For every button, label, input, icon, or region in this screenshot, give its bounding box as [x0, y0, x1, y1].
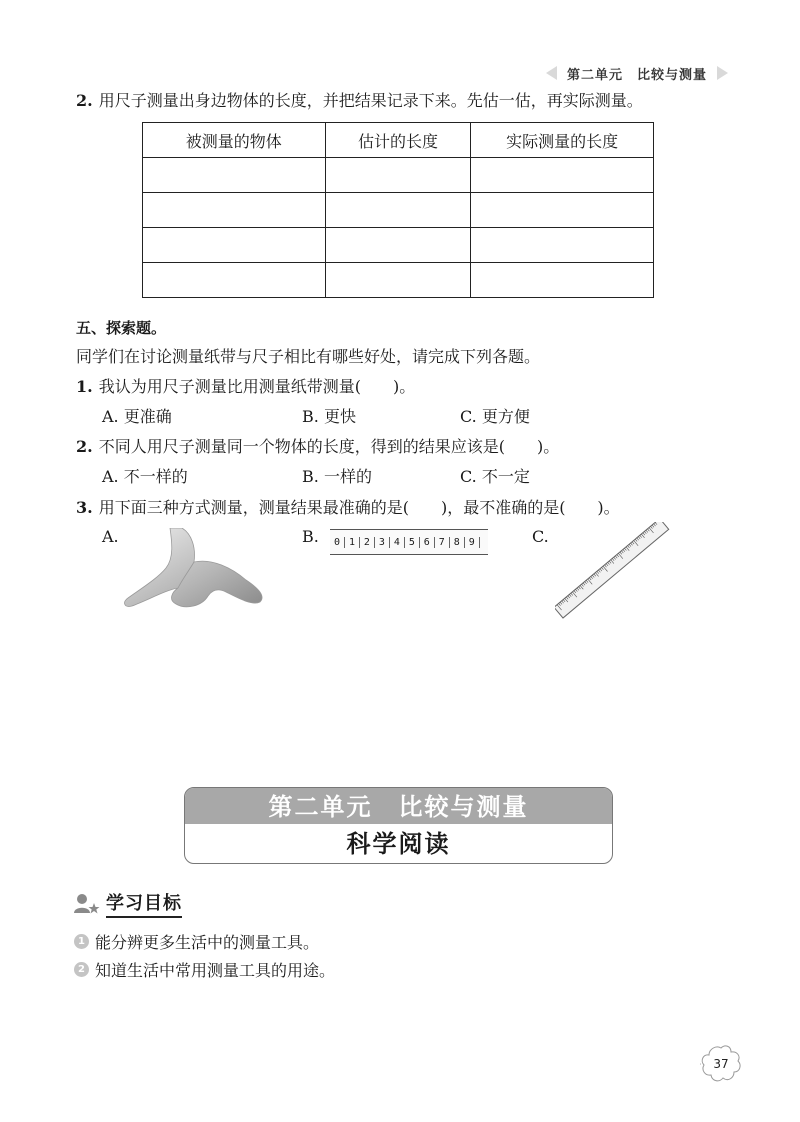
banner-unit-title: 第二单元 比较与测量 [185, 788, 612, 824]
table-cell[interactable] [325, 228, 471, 263]
header-unit: 第二单元 [566, 67, 623, 83]
tape-tick: 0 [330, 537, 345, 548]
goal-number-badge: 2 [74, 962, 89, 977]
table-cell[interactable] [143, 193, 326, 228]
table-cell[interactable] [325, 263, 471, 298]
tape-tick: 2 [360, 537, 375, 548]
unit-banner [184, 787, 613, 864]
question-1-text: 我认为用尺子测量比用测量纸带测量( )。 [98, 377, 416, 396]
table-row [143, 228, 654, 263]
section-5-intro: 同学们在讨论测量纸带与尺子相比有哪些好处，请完成下列各题。 [76, 347, 541, 366]
goal-item [74, 958, 335, 981]
table-header-actual: 实际测量的长度 [471, 123, 654, 158]
q1-option-c[interactable]: C. 更方便 [460, 407, 530, 426]
paper-tape-image [330, 529, 488, 555]
table-cell[interactable] [471, 263, 654, 298]
question-3: 3. 用下面三种方式测量，测量结果最准确的是( )，最不准确的是( )。 [76, 498, 620, 517]
table-header-row [143, 123, 654, 158]
table-header-estimate: 估计的长度 [325, 123, 471, 158]
q3-option-a[interactable]: A. [102, 527, 119, 546]
banner-subtitle: 科学阅读 [346, 830, 451, 858]
header-title: 比较与测量 [636, 67, 707, 83]
learning-goals-heading: 学习目标 [74, 889, 182, 918]
tape-tick: 3 [375, 537, 390, 548]
tape-tick: 8 [450, 537, 465, 548]
goal-text: 知道生活中常用测量工具的用途。 [95, 961, 336, 980]
q2-option-a[interactable]: A. 不一样的 [102, 467, 188, 486]
goal-text: 能分辨更多生活中的测量工具。 [95, 933, 320, 952]
right-triangle-icon [717, 66, 728, 80]
question-1: 1. 我认为用尺子测量比用测量纸带测量( )。 [76, 377, 416, 396]
question-2-measure: 2. 用尺子测量出身边物体的长度，并把结果记录下来。先估一估，再实际测量。 [76, 91, 643, 110]
q2-option-b[interactable]: B. 一样的 [302, 467, 372, 486]
q2-option-c[interactable]: C. 不一定 [460, 467, 530, 486]
tape-tick: 6 [420, 537, 435, 548]
page-number: 37 [713, 1057, 729, 1071]
running-header [546, 60, 728, 86]
q3-option-b[interactable]: B. [302, 527, 319, 546]
goal-number-badge: 1 [74, 934, 89, 949]
q3-option-c[interactable]: C. [532, 527, 549, 546]
student-star-icon [74, 893, 100, 915]
tape-tick: 4 [390, 537, 405, 548]
table-cell[interactable] [325, 158, 471, 193]
question-3-text: 用下面三种方式测量，测量结果最准确的是( )，最不准确的是( )。 [98, 498, 620, 517]
table-cell[interactable] [143, 263, 326, 298]
ruler-image [555, 522, 675, 626]
tape-tick: 1 [345, 537, 360, 548]
measurement-table [142, 122, 654, 298]
table-row [143, 158, 654, 193]
page-number-badge [700, 1044, 742, 1084]
table-row [143, 263, 654, 298]
tape-tick: 9 [465, 537, 480, 548]
table-cell[interactable] [471, 158, 654, 193]
question-2: 2. 不同人用尺子测量同一个物体的长度，得到的结果应该是( )。 [76, 437, 560, 456]
goal-item [74, 930, 319, 953]
table-cell[interactable] [325, 193, 471, 228]
table-cell[interactable] [471, 193, 654, 228]
question-2-text: 用尺子测量出身边物体的长度，并把结果记录下来。先估一估，再实际测量。 [98, 91, 643, 110]
q1-option-a[interactable]: A. 更准确 [102, 407, 172, 426]
tape-tick: 5 [405, 537, 420, 548]
table-cell[interactable] [471, 228, 654, 263]
table-cell[interactable] [143, 158, 326, 193]
section-5-title: 五、探索题。 [76, 319, 167, 337]
question-2b-text: 不同人用尺子测量同一个物体的长度，得到的结果应该是( )。 [98, 437, 560, 456]
table-row [143, 193, 654, 228]
left-triangle-icon [546, 66, 557, 80]
table-header-object: 被测量的物体 [143, 123, 326, 158]
tape-tick: 7 [435, 537, 450, 548]
finger-span-image [122, 528, 267, 610]
table-cell[interactable] [143, 228, 326, 263]
q1-option-b[interactable]: B. 更快 [302, 407, 356, 426]
